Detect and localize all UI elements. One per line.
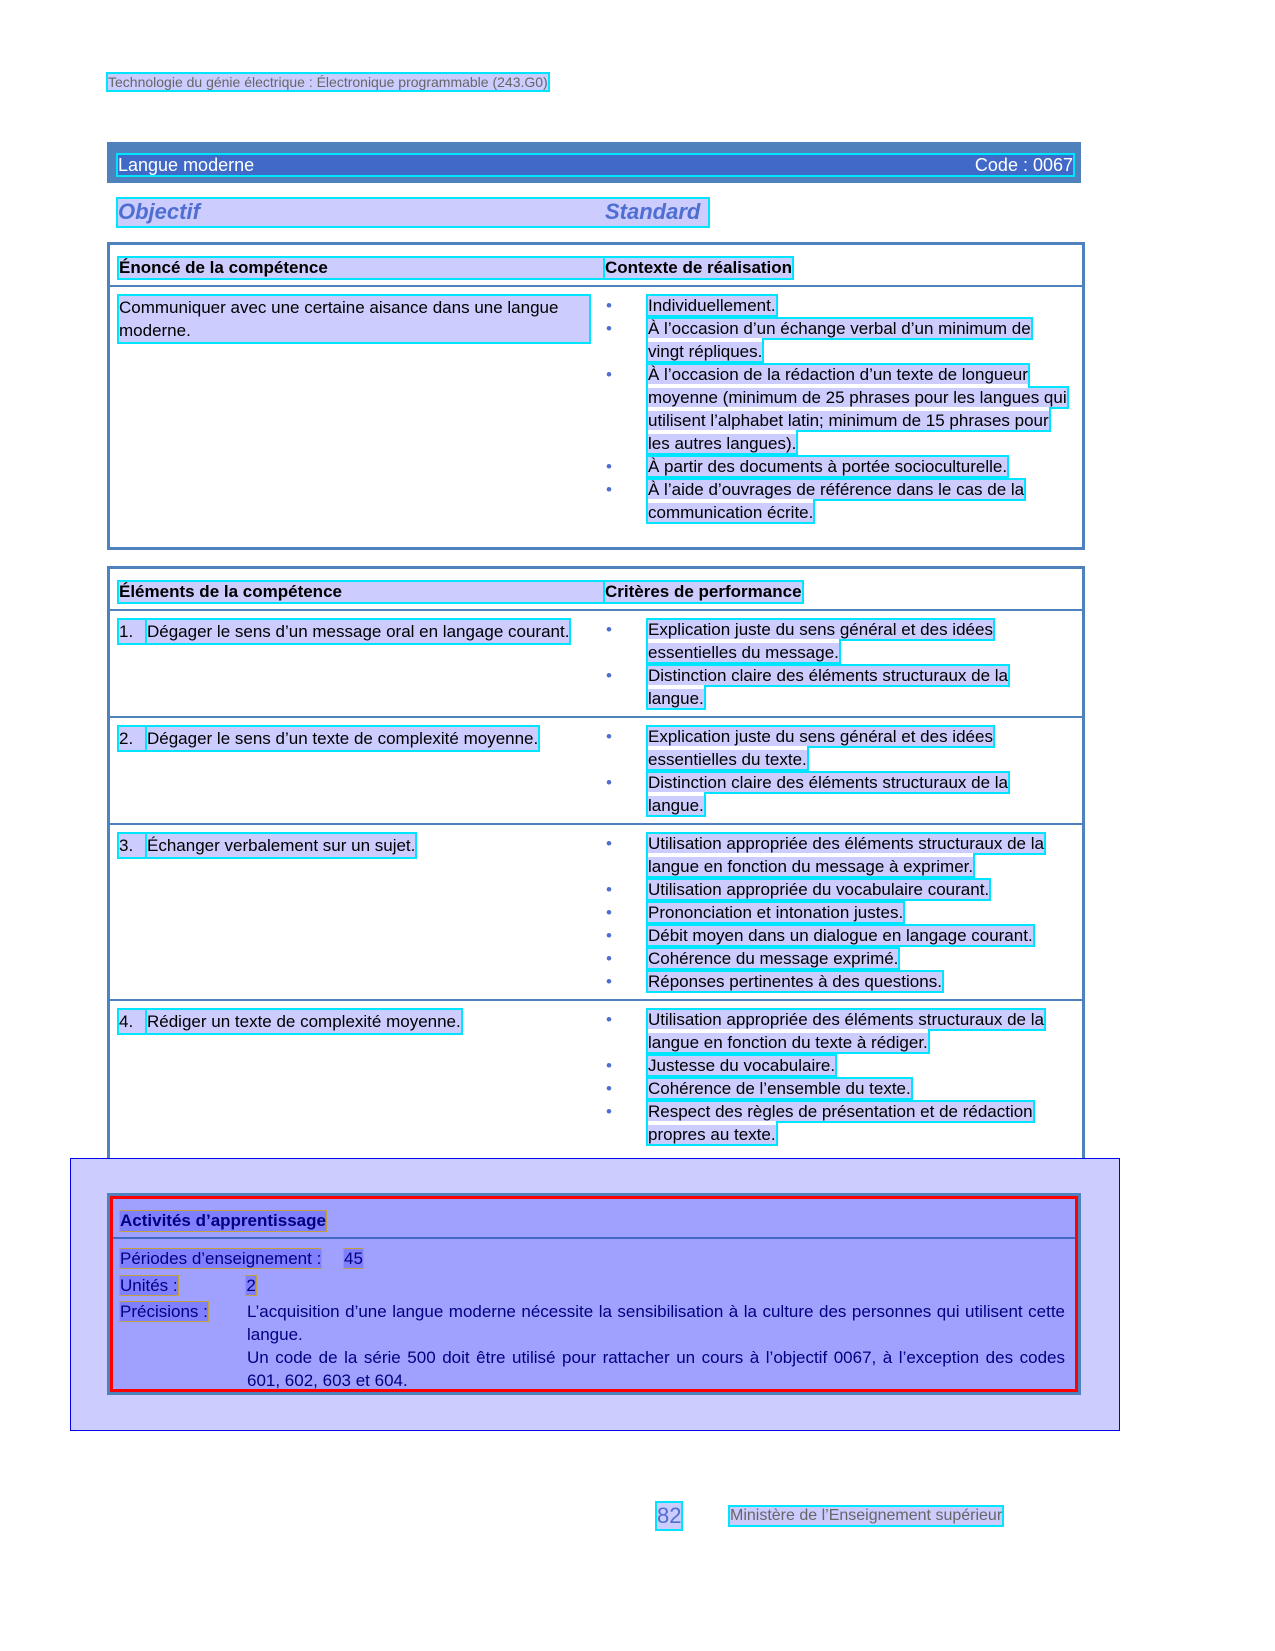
element-text <box>119 834 589 857</box>
competency-table <box>107 242 1085 550</box>
bullet-icon: • <box>606 1102 612 1121</box>
bullet-text: Explication juste du sens général et des idées essentielles du message. <box>648 620 993 662</box>
context-header: Contexte de réalisation <box>605 258 793 277</box>
bullet-text: Prononciation et intonation justes. <box>648 903 904 922</box>
bullet-icon: • <box>606 1056 612 1075</box>
bullet-icon: • <box>606 296 612 315</box>
element-label: Échanger verbalement sur un sujet. <box>147 836 416 855</box>
standard-label: Standard <box>605 199 701 224</box>
units-value: 2 <box>246 1276 256 1295</box>
units-label: Unités : <box>120 1276 178 1295</box>
bullet-item <box>606 970 1068 993</box>
bullet-item <box>606 878 1068 901</box>
bullet-text: Réponses pertinentes à des questions. <box>648 972 942 991</box>
activities-heading: Activités d’apprentissage <box>120 1211 326 1230</box>
elements-header: Éléments de la compétence <box>119 582 609 602</box>
element-text <box>119 727 589 750</box>
criteria-list <box>606 1001 1068 1152</box>
statement-header: Énoncé de la compétence <box>119 258 609 278</box>
bullet-text: Cohérence du message exprimé. <box>648 949 899 968</box>
context-list <box>606 287 1068 530</box>
bullet-text: À l’occasion d’un échange verbal d’un minimum de vingt répliques. <box>648 319 1031 361</box>
bullet-text: Cohérence de l’ensemble du texte. <box>648 1079 911 1098</box>
bullet-icon: • <box>606 926 612 945</box>
element-label: Dégager le sens d’un message oral en langage courant. <box>147 622 570 641</box>
competency-statement: Communiquer avec une certaine aisance dans une langue moderne. <box>119 296 589 342</box>
bullet-icon: • <box>606 319 612 338</box>
elements-table <box>107 566 1085 1179</box>
element-text <box>119 620 589 643</box>
precision-2: Un code de la série 500 doit être utilisé pour rattacher un cours à l’objectif 0067, à l’exception des codes 601, 602, 603 et 604. <box>247 1348 1065 1390</box>
bullet-text: Distinction claire des éléments structuraux de la langue. <box>648 666 1008 708</box>
periods-label: Périodes d’enseignement : <box>120 1249 322 1268</box>
bullet-text: À partir des documents à portée socioculturelle. <box>648 457 1008 476</box>
criteria-list <box>606 611 1068 716</box>
element-number: 4. <box>119 1010 147 1033</box>
bullet-item <box>606 725 1068 771</box>
bullet-item <box>606 363 1068 455</box>
bullet-text: À l’aide d’ouvrages de référence dans le cas de la communication écrite. <box>648 480 1025 522</box>
bullet-item <box>606 1054 1068 1077</box>
bullet-icon: • <box>606 773 612 792</box>
precisions-label: Précisions : <box>120 1302 208 1321</box>
bullet-icon: • <box>606 972 612 991</box>
page-number: 82 <box>657 1503 682 1528</box>
bullet-item <box>606 901 1068 924</box>
element-row <box>110 825 1082 1001</box>
bullet-item <box>606 924 1068 947</box>
bullet-text: À l’occasion de la rédaction d’un texte de longueur moyenne (minimum de 25 phrases pour les langues qui utilisent l’alphabet latin; minimum de 15 phrases pour les autres langues). <box>648 365 1067 453</box>
objective-label: Objectif <box>118 199 200 224</box>
bullet-text: Distinction claire des éléments structuraux de la langue. <box>648 773 1008 815</box>
bullet-icon: • <box>606 666 612 685</box>
bullet-icon: • <box>606 727 612 746</box>
bullet-item <box>606 317 1068 363</box>
course-code: Code : 0067 <box>974 155 1073 175</box>
section-labels <box>118 199 708 226</box>
element-row <box>110 1001 1082 1152</box>
precision-1: L’acquisition d’une langue moderne nécessite la sensibilisation à la culture des personnes qui utilisent cette langue. <box>247 1302 1065 1344</box>
bullet-item <box>606 455 1068 478</box>
bullet-item <box>606 478 1068 524</box>
bullet-icon: • <box>606 880 612 899</box>
element-number: 3. <box>119 834 147 857</box>
bullet-item <box>606 1077 1068 1100</box>
element-label: Rédiger un texte de complexité moyenne. <box>147 1012 461 1031</box>
bullet-icon: • <box>606 1010 612 1029</box>
bullet-icon: • <box>606 620 612 639</box>
bullet-icon: • <box>606 457 612 476</box>
bullet-icon: • <box>606 903 612 922</box>
periods-value: 45 <box>344 1249 363 1268</box>
bullet-text: Utilisation appropriée du vocabulaire courant. <box>648 880 990 899</box>
course-subject: Langue moderne <box>118 155 255 175</box>
element-row <box>110 611 1082 718</box>
bullet-icon: • <box>606 1079 612 1098</box>
bullet-text: Débit moyen dans un dialogue en langage courant. <box>648 926 1033 945</box>
bullet-text: Justesse du vocabulaire. <box>648 1056 836 1075</box>
bullet-item <box>606 1100 1068 1146</box>
bullet-item <box>606 771 1068 817</box>
footer-ministry: Ministère de l’Enseignement supérieur <box>730 1507 1003 1524</box>
bullet-item <box>606 832 1068 878</box>
bullet-text: Utilisation appropriée des éléments structuraux de la langue en fonction du texte à rédiger. <box>648 1010 1044 1052</box>
bullet-item <box>606 664 1068 710</box>
learning-activities-box <box>107 1193 1081 1395</box>
bullet-item <box>606 947 1068 970</box>
element-row <box>110 718 1082 825</box>
criteria-header: Critères de performance <box>605 582 802 601</box>
criteria-list <box>606 825 1068 999</box>
bullet-item <box>606 618 1068 664</box>
bullet-text: Explication juste du sens général et des idées essentielles du texte. <box>648 727 993 769</box>
bullet-text: Individuellement. <box>648 296 776 315</box>
element-label: Dégager le sens d’un texte de complexité moyenne. <box>147 729 539 748</box>
bullet-item <box>606 1008 1068 1054</box>
bullet-icon: • <box>606 949 612 968</box>
running-header: Technologie du génie électrique : Électronique programmable (243.G0) <box>108 74 548 90</box>
bullet-text: Respect des règles de présentation et de rédaction propres au texte. <box>648 1102 1033 1144</box>
element-number: 1. <box>119 620 147 643</box>
bullet-text: Utilisation appropriée des éléments structuraux de la langue en fonction du message à exprimer. <box>648 834 1044 876</box>
bullet-item <box>606 294 1068 317</box>
element-number: 2. <box>119 727 147 750</box>
bullet-icon: • <box>606 834 612 853</box>
course-title-bar <box>107 142 1081 183</box>
bullet-icon: • <box>606 365 612 384</box>
criteria-list <box>606 718 1068 823</box>
bullet-icon: • <box>606 480 612 499</box>
element-text <box>119 1010 589 1033</box>
